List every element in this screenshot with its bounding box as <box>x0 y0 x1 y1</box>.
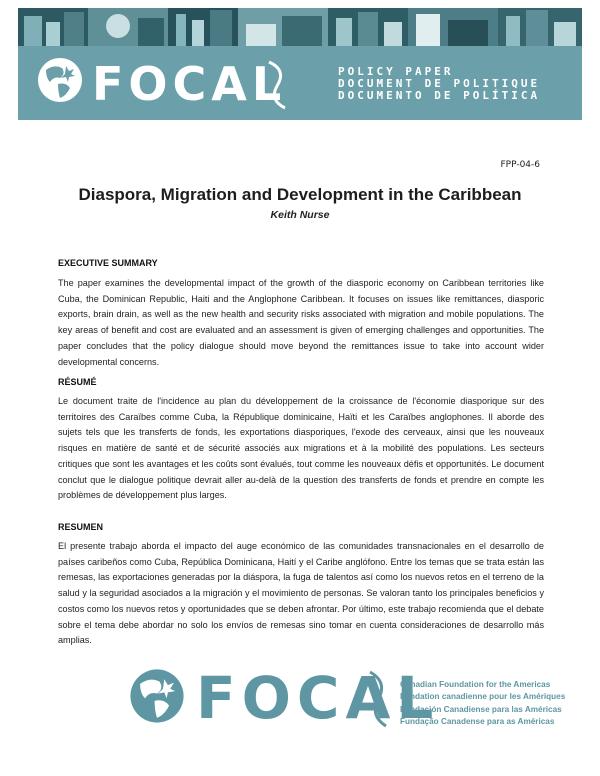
section-text-resumen: El presente trabajo aborda el impacto del auge económico de las comunidades transnacionales en el desarrollo de países caribeños como Cuba, República Dominicana, Haití y el Caribe anglófono. Entre los temas que se trata están las remesas, las exportaciones generadas por la diáspora, la fuga de talentos así como los nuevos retos en el terreno de la salud y la seguridad asociados a la migración y el movimiento de personas. Se valoran tanto los principales beneficios y costos como los nuevos retos y oportunidades que se deben afrontar. Por último, este trabajo recomienda que el debate sobre el tema debe abordar no solo los envíos de remesas sino tomar en cuenta consideraciones de desarrollo más amplias. <box>58 541 544 646</box>
header-logo-text: FOCAL <box>92 57 287 111</box>
section-heading-executive-summary: EXECUTIVE SUMMARY <box>58 258 158 268</box>
foundation-name-en: Canadian Foundation for the Americas <box>400 680 551 689</box>
document-number: FPP-04-6 <box>500 160 540 170</box>
policy-line-fr: DOCUMENT DE POLITIQUE <box>338 77 541 90</box>
policy-line-en: POLICY PAPER <box>338 65 454 78</box>
section-text-resume: Le document traite de l'incidence au plan du développement de la croissance de l'économie diasporique sur des territoires des Caraïbes comme Cuba, la République dominicaine, Haïti et les Caraïbes anglophones. Il aborde des sujets tels que les transferts de fonds, les exportations diasporiques, l'exode des cerveaux, ainsi que les nouveaux risques en matière de santé et de sécurité associés aux migrations et à la mobilité des populations. Les secteurs critiques que sont les avantages et les coûts sont évalués, tout comme les nouveaux défis et opportunités. Le document conclut que le dialogue politique devrait aller au-delà de la question des transferts de fonds et prendre en compte les problèmes de développement plus larges. <box>58 396 544 501</box>
globe-icon <box>36 56 84 104</box>
logo-swirl-icon <box>265 60 291 110</box>
foundation-names <box>400 679 565 729</box>
footer-logo-text: FOCAL <box>196 664 440 732</box>
author-name: Keith Nurse <box>270 209 330 221</box>
footer-logo-swirl-icon <box>366 670 390 728</box>
foundation-name-pt: Fundação Canadense para as Américas <box>400 717 555 727</box>
policy-line-es: DOCUMENTO DE POLÍTICA <box>338 89 541 102</box>
foundation-name-fr: Fondation canadienne pour les Amériques <box>400 692 566 702</box>
page-title: Diaspora, Migration and Development in the Caribbean <box>78 185 522 204</box>
policy-paper-label <box>338 66 558 102</box>
foundation-name-es: Fundación Canadiense para las Américas <box>400 704 562 714</box>
photo-collage <box>18 8 582 46</box>
section-heading-resumen: RESUMEN <box>58 522 104 532</box>
footer-globe-icon <box>128 667 186 725</box>
photo-collage-image <box>18 8 582 46</box>
section-text-executive-summary: The paper examines the developmental impact of the growth of the diasporic economy on Caribbean territories like Cuba, the Dominican Republic, Haiti and the Anglophone Caribbean. It focuses on issues like remittances, diasporic exports, brain drain, as well as the new health and security risks associated with migration and mobile populations. The key areas of benefit and cost are evaluated and an assessment is given of emerging challenges and opportunities. The paper concludes that the policy dialogue should move beyond the remittances issue to take into account wider developmental concerns. <box>58 278 544 367</box>
section-heading-resume: RÉSUMÉ <box>58 377 97 387</box>
